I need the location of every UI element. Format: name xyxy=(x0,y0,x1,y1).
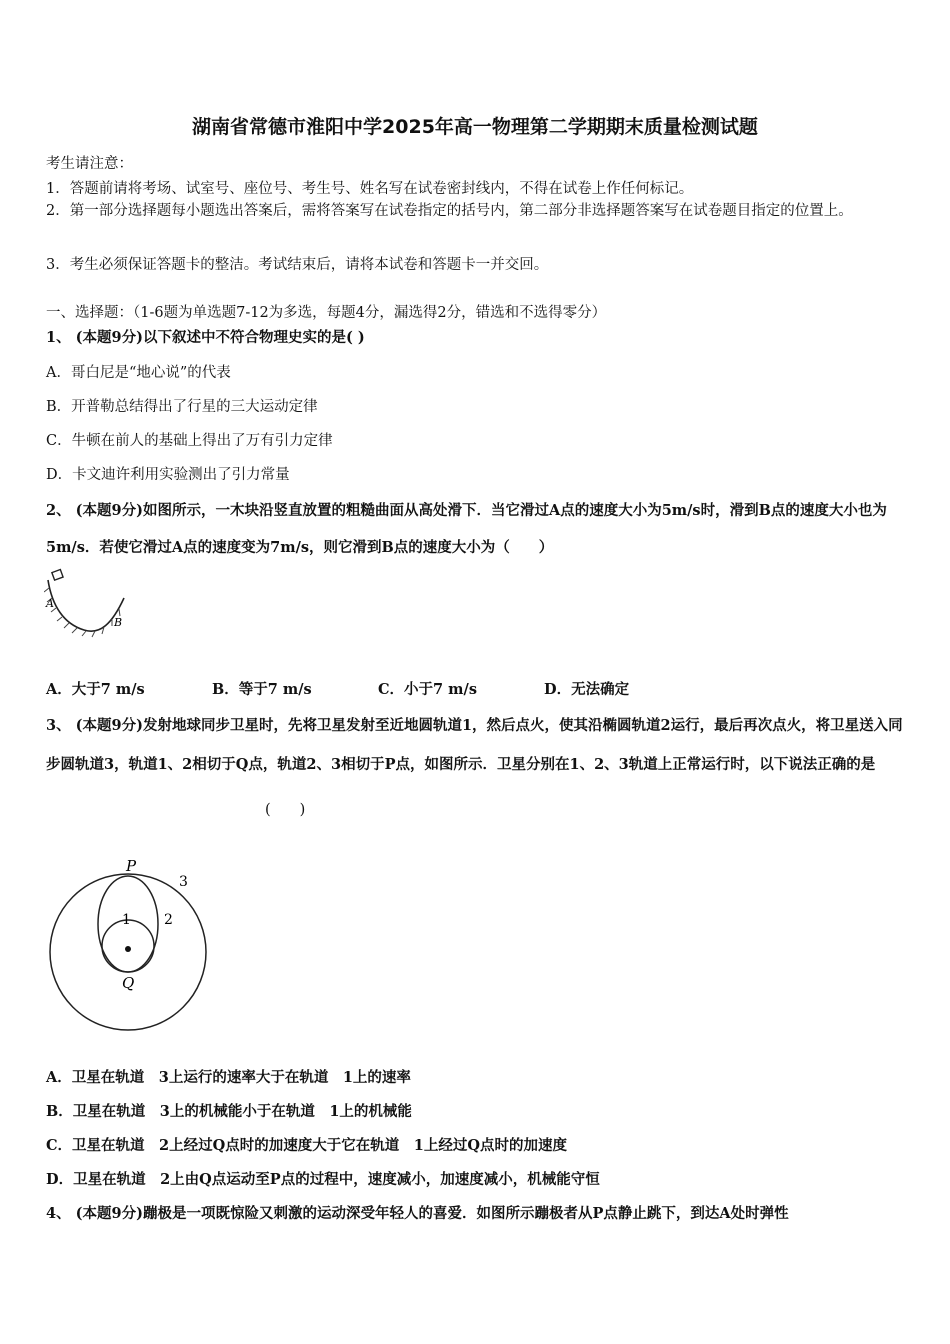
question-stem: 4、 (本题9分)蹦极是一项既惊险又刺激的运动深受年轻人的喜爱．如图所示蹦极者从P点静止跳下，到达A处时弹性 xyxy=(46,1205,789,1222)
option-c: C．小于7 m/s xyxy=(378,681,477,698)
orbit-2-label: 2 xyxy=(164,912,173,928)
notice-item: 1．答题前请将考场、试室号、座位号、考生号、姓名写在试卷密封线内，不得在试卷上作任何标记。 xyxy=(46,181,694,197)
question-stem: 2、 (本题9分)如图所示，一木块沿竖直放置的粗糙曲面从高处滑下．当它滑过A点的速度大小为5m/s时，滑到B点的速度大小也为5m/s．若使它滑过A点的速度变为7m/s，则它滑到B点的速度大小为（ ） xyxy=(46,502,887,556)
orbit-1-label: 1 xyxy=(122,912,131,928)
option-b: B．开普勒总结得出了行星的三大运动定律 xyxy=(46,399,318,415)
option-a: A．卫星在轨道 3上运行的速率大于在轨道 1上的速率 xyxy=(46,1069,411,1086)
page-title: 湖南省常德市淮阳中学2025年高一物理第二学期期末质量检测试题 xyxy=(192,116,758,138)
answer-paren: ( ) xyxy=(265,802,306,818)
notice-heading: 考生请注意： xyxy=(46,156,133,172)
option-c: C．卫星在轨道 2上经过Q点时的加速度大于它在轨道 1上经过Q点时的加速度 xyxy=(46,1137,567,1154)
section-heading: 一、选择题：（1-6题为单选题7-12为多选，每题4分，漏选得2分，错选和不选得零分） xyxy=(46,305,607,321)
point-p-label: P xyxy=(126,857,137,875)
option-d: D．卫星在轨道 2上由Q点运动至P点的过程中，速度减小，加速度减小，机械能守恒 xyxy=(46,1171,600,1188)
option-b: B．等于7 m/s xyxy=(212,681,312,698)
option-d: D．无法确定 xyxy=(544,681,630,698)
curve-figure xyxy=(44,566,134,642)
orbit-figure xyxy=(46,852,216,1037)
notice-item: 2．第一部分选择题每小题选出答案后，需将答案写在试卷指定的括号内，第二部分非选择题答案写在试卷题目指定的位置上。 xyxy=(46,203,853,219)
point-q-label: Q xyxy=(122,974,135,992)
orbit-3-label: 3 xyxy=(179,874,188,890)
earth-center xyxy=(125,946,131,952)
notice-item: 3．考生必须保证答题卡的整洁。考试结束后，请将本试卷和答题卡一并交回。 xyxy=(46,257,549,273)
option-a: A．哥白尼是“地心说”的代表 xyxy=(46,365,231,381)
option-c: C．牛顿在前人的基础上得出了万有引力定律 xyxy=(46,433,333,449)
option-b: B．卫星在轨道 3上的机械能小于在轨道 1上的机械能 xyxy=(46,1103,412,1120)
option-d: D．卡文迪许利用实验测出了引力常量 xyxy=(46,467,290,483)
options-row xyxy=(46,678,710,699)
option-a: A．大于7 m/s xyxy=(46,681,145,698)
question-stem: 1、 (本题9分)以下叙述中不符合物理史实的是( ) xyxy=(46,329,365,346)
point-a-label: A xyxy=(46,597,54,610)
point-b-label: B xyxy=(114,616,123,629)
question-stem: 3、 (本题9分)发射地球同步卫星时，先将卫星发射至近地圆轨道1，然后点火，使其沿椭圆轨道2运行，最后再次点火，将卫星送入同步圆轨道3，轨道1、2相切于Q点，轨道2、3相切于P点，如图所示．卫星分别在1、2、3轨道上正常运行时，以下说法正确的是 xyxy=(46,717,903,773)
